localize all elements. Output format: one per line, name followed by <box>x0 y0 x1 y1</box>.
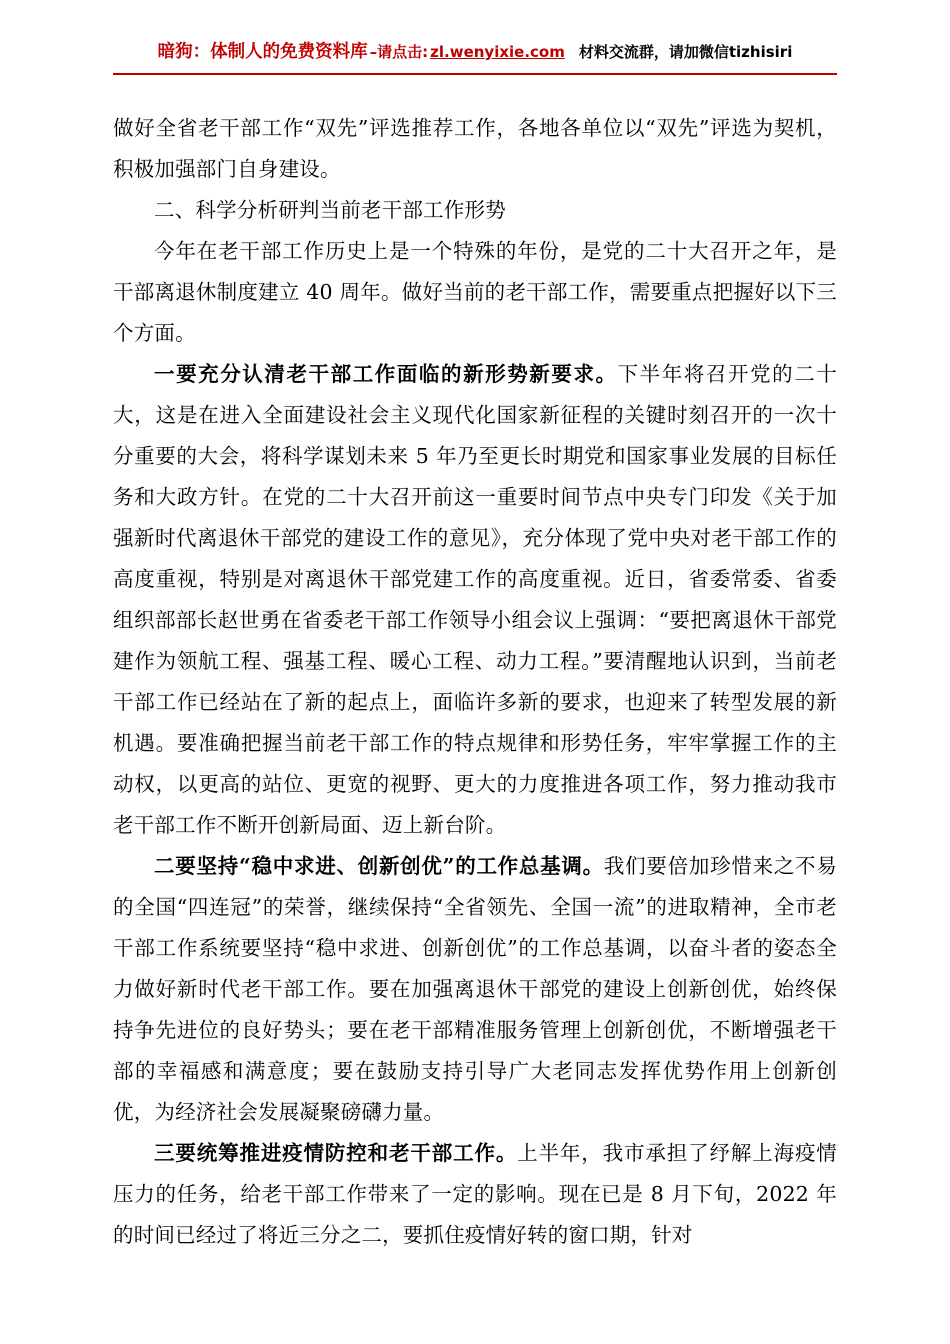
brand-label: 暗狗：体制人的免费资料库 <box>157 42 368 63</box>
paragraph-4-text: 下半年将召开党的二十大，这是在进入全面建设社会主义现代化国家新征程的关键时刻召开的一次十分重要的大会，将科学谋划未来 5 年乃至更长时期党和国家事业发展的目标任务和大政方针。在党的二十大召开前这一重要时间节点中央专门印发《关于加强新时代离退休干部党的建设工作的意见》，充分体现了党中央对老干部工作的高度重视，特别是对离退休干部党建工作的高度重视。近日，省委常委、省委组织部部长赵世勇在省委老干部工作领导小组会议上强调：“要把离退休干部党建作为领航工程、强基工程、暖心工程、动力工程。”要清醒地认识到，当前老干部工作已经站在了新的起点上，面临许多新的要求，也迎来了转型发展的新机遇。要准确把握当前老干部工作的特点规律和形势任务，牢牢掌握工作的主动权，以更高的站位、更宽的视野、更大的力度推进各项工作，努力推动我市老干部工作不断开创新局面、迈上新台阶。 <box>113 362 837 837</box>
paragraph-5 <box>113 846 837 1133</box>
paragraph-6 <box>113 1133 837 1256</box>
paragraph-5-lead: 二要坚持“稳中求进、创新创优”的工作总基调。 <box>154 854 604 878</box>
click-prefix-label: –请点击: <box>369 43 429 62</box>
wechat-note-label: 材料交流群，请加微信tizhisiri <box>578 43 793 62</box>
resource-link[interactable]: zl.wenyixie.com <box>430 43 565 62</box>
document-body <box>113 108 837 1256</box>
paragraph-6-lead: 三要统筹推进疫情防控和老干部工作。 <box>154 1141 518 1165</box>
paragraph-4 <box>113 354 837 846</box>
paragraph-1: 做好全省老干部工作“双先”评选推荐工作，各地各单位以“双先”评选为契机，积极加强部门自身建设。 <box>113 116 837 181</box>
paragraph-6-text: 上半年，我市承担了纾解上海疫情压力的任务，给老干部工作带来了一定的影响。现在已是 8 月下旬，2022 年的时间已经过了将近三分之二，要抓住疫情好转的窗口期，针对 <box>113 1141 838 1247</box>
promo-banner-content <box>158 44 793 62</box>
paragraph-5-text: 我们要倍加珍惜来之不易的全国“四连冠”的荣誉，继续保持“全省领先、全国一流”的进取精神，全市老干部工作系统要坚持“稳中求进、创新创优”的工作总基调，以奋斗者的姿态全力做好新时代老干部工作。要在加强离退休干部党的建设上创新创优，始终保持争先进位的良好势头；要在老干部精准服务管理上创新创优，不断增强老干部的幸福感和满意度；要在鼓励支持引导广大老同志发挥优势作用上创新创优，为经济社会发展凝聚磅礴力量。 <box>113 854 838 1124</box>
section-heading-2: 二、科学分析研判当前老干部工作形势 <box>154 198 506 222</box>
banner-divider <box>113 73 837 75</box>
promo-banner <box>113 38 837 68</box>
paragraph-3: 今年在老干部工作历史上是一个特殊的年份，是党的二十大召开之年，是干部离退休制度建立 40 周年。做好当前的老干部工作，需要重点把握好以下三个方面。 <box>113 239 837 345</box>
paragraph-4-lead: 一要充分认清老干部工作面临的新形势新要求。 <box>154 362 618 386</box>
